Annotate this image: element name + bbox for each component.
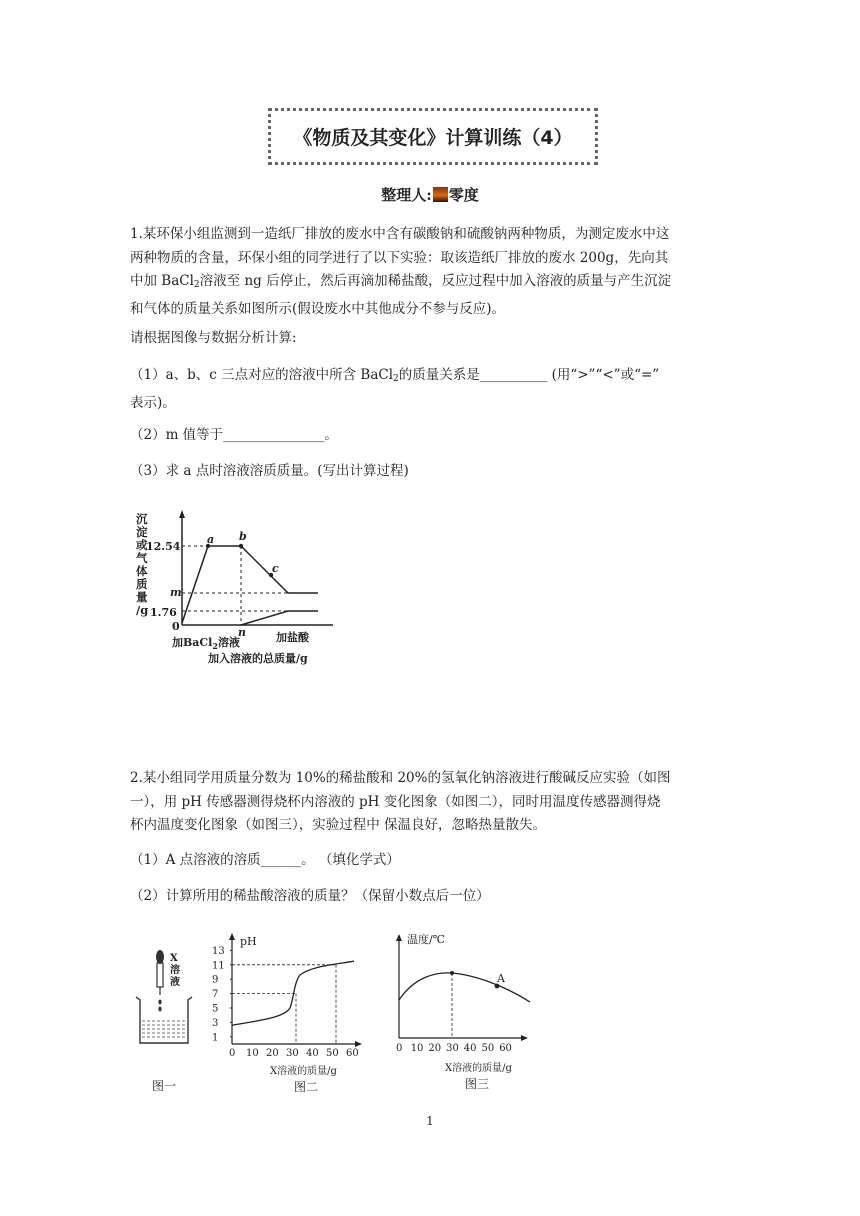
- x-axis-title: X溶液的质量/g: [445, 1063, 512, 1074]
- point-label: c: [272, 562, 279, 575]
- fig2-ph-chart: [210, 928, 365, 1098]
- beaker-icon: [136, 997, 192, 1043]
- y-tick-label: 5: [212, 1003, 219, 1015]
- point-label: A: [497, 972, 505, 985]
- x-tick-label: 20: [428, 1043, 442, 1054]
- x-mark-label: n: [238, 626, 246, 639]
- x-segment-label: 加盐酸: [276, 631, 309, 644]
- author-label: 整理人:: [381, 186, 432, 204]
- y-tick-label: 0: [172, 620, 180, 633]
- author-line: [0, 184, 860, 205]
- y-tick-label: 11: [212, 960, 225, 972]
- q1-intro: [130, 223, 730, 321]
- svg-text:淀: 淀: [136, 525, 148, 539]
- x-tick-label: 50: [481, 1043, 495, 1054]
- x-axis-title: X溶液的质量/g: [270, 1066, 337, 1077]
- x-tick-label: 0: [229, 1048, 236, 1059]
- y-tick-label: 12.54: [146, 540, 181, 553]
- svg-text:液: 液: [170, 977, 180, 988]
- fig2-caption: 图二: [294, 1080, 319, 1094]
- sunset-thumbnail-icon: [433, 187, 448, 202]
- q2-intro-line: 杯内温度变化图象（如图三），实验过程中 保温良好，忽略热量散失。: [130, 817, 547, 833]
- y-tick-label: m: [170, 586, 182, 599]
- x-tick-label: 20: [266, 1048, 279, 1059]
- q1-intro-line: 1.某环保小组监测到一造纸厂排放的废水中含有碳酸钠和硫酸钠两种物质，为测定废水中这: [130, 226, 670, 242]
- y-tick-label: 9: [212, 974, 219, 986]
- q2-intro-line: 一），用 pH 传感器测得烧杯内溶液的 pH 变化图象（如图二），同时用温度传感器测得烧: [130, 793, 661, 810]
- x-tick-label: 40: [306, 1048, 319, 1059]
- y-tick-label: 13: [212, 945, 225, 957]
- x-segment-label: 加BaCl$_2$溶液: [172, 636, 240, 651]
- q1-subquestion-3: （3）求 a 点时溶液溶质质量。(写出计算过程): [130, 463, 409, 479]
- y-tick-label: 1.76: [150, 606, 177, 619]
- y-tick-label: 1: [212, 1032, 219, 1044]
- x-tick-label: 0: [396, 1043, 403, 1054]
- x-tick-label: 30: [446, 1043, 459, 1054]
- gas-curve: [241, 611, 318, 625]
- q1-subquestion-1: （1）a、b、c 三点对应的溶液中所含 BaCl$_2$的质量关系是__________ (用“>”“<”或“=” 表示)。: [130, 367, 660, 411]
- point-label: a: [207, 533, 215, 546]
- q1-subquestion-2: （2）m 值等于_______________。: [130, 427, 338, 443]
- fig3-caption: 图三: [465, 1077, 490, 1091]
- x-tick-label: 60: [346, 1048, 359, 1059]
- q1-prompt: 请根据图像与数据分析计算:: [130, 330, 297, 346]
- q2-subquestion-1: （1）A 点溶液的溶质______。 （填化学式）: [130, 852, 400, 868]
- q2-subquestion-2: （2）计算所用的稀盐酸溶液的质量？（保留小数点后一位）: [130, 888, 490, 904]
- author-name: 零度: [448, 186, 479, 204]
- y-axis-title: pH: [240, 935, 257, 948]
- page-title: 《物质及其变化》计算训练（4）: [268, 108, 598, 165]
- svg-text:体: 体: [136, 564, 148, 578]
- q1-graph: [128, 505, 343, 667]
- x-tick-label: 50: [326, 1048, 339, 1059]
- y-axis-title: 温度/℃: [407, 933, 446, 946]
- q1-intro-line: 中加 BaCl$_2$溶液至 ng 后停止，然后再滴加稀盐酸，反应过程中加入溶液的质量与产生沉淀: [130, 273, 672, 290]
- svg-text:或: 或: [136, 538, 148, 552]
- svg-text:溶: 溶: [170, 965, 180, 976]
- q2-intro: [130, 767, 730, 838]
- y-tick-label: 3: [212, 1017, 219, 1029]
- x-tick-label: 40: [463, 1043, 477, 1054]
- y-label-char: 沉: [136, 512, 148, 526]
- svg-text:气: 气: [136, 551, 148, 565]
- fig1-apparatus: [130, 945, 200, 1095]
- y-tick-label: 7: [212, 989, 219, 1001]
- q1-intro-line: 和气体的质量关系如图所示(假设废水中其他成分不参与反应)。: [130, 300, 506, 317]
- fig1-caption: 图一: [152, 1079, 177, 1093]
- page-number: 1: [426, 1114, 434, 1128]
- q2-intro-line: 2.某小组同学用质量分数为 10%的稀盐酸和 20%的氢氧化钠溶液进行酸碱反应实验（如图: [130, 770, 671, 786]
- q1-intro-line: 两种物质的含量，环保小组的同学进行了以下实验：取该造纸厂排放的废水 200g，先向其: [130, 249, 669, 266]
- fig3-temperature-chart: [385, 928, 535, 1098]
- svg-text:量: 量: [136, 590, 148, 604]
- svg-text:/g: /g: [136, 603, 149, 617]
- x-axis-title: 加入溶液的总质量/g: [208, 652, 308, 665]
- svg-text:质: 质: [136, 577, 148, 591]
- dropper-icon: [156, 950, 164, 1011]
- x-tick-label: 10: [246, 1048, 259, 1059]
- x-tick-label: 30: [286, 1048, 299, 1059]
- temperature-curve: [399, 973, 530, 1002]
- point-label: b: [239, 530, 247, 543]
- svg-text:X: X: [170, 953, 178, 964]
- x-tick-label: 60: [499, 1043, 512, 1054]
- x-tick-label: 10: [410, 1043, 424, 1054]
